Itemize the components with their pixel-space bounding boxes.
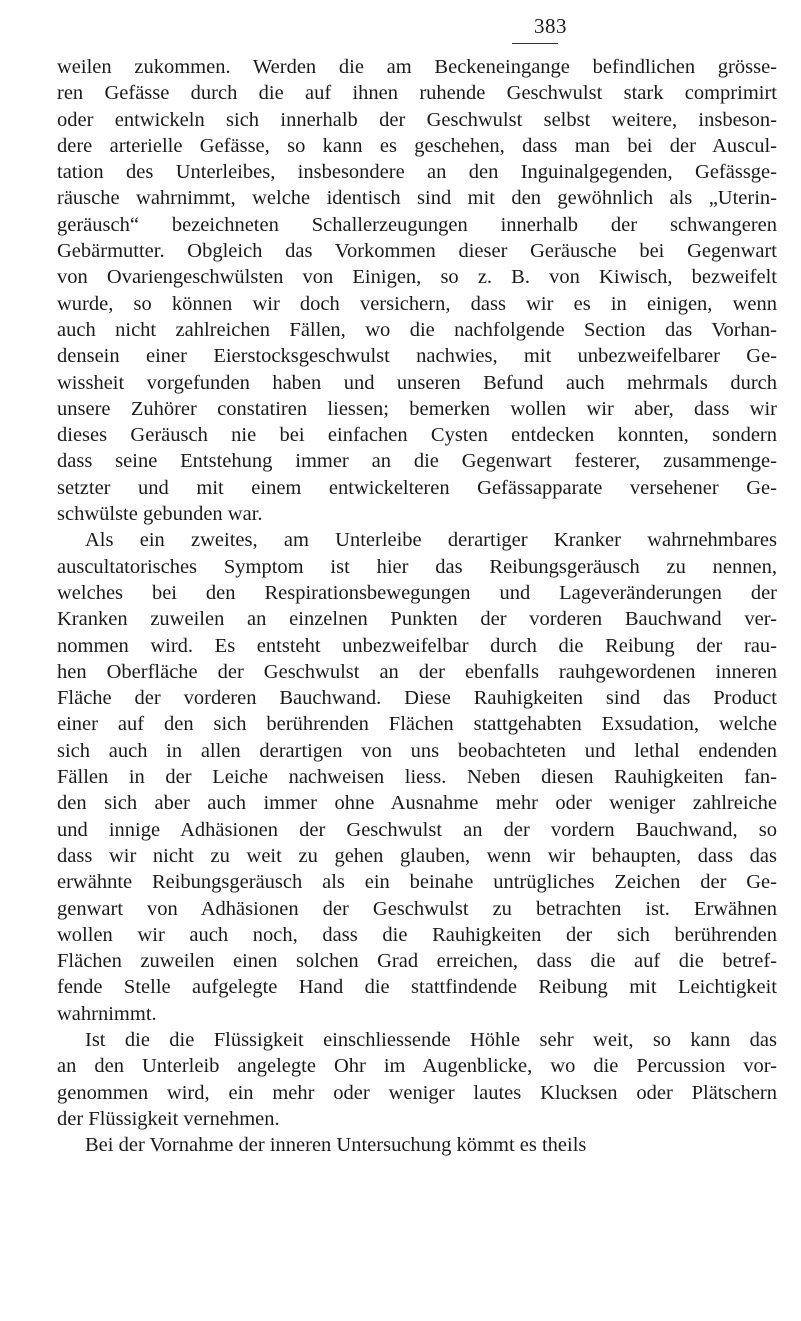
text-line: setzter und mit einem entwickelteren Gefässapparate versehener Ge- [57, 476, 777, 499]
text-line: an den Unterleib angelegte Ohr im Augenblicke, wo die Percussion vor- [57, 1055, 777, 1078]
text-line: Als ein zweites, am Unterleibe derartiger Kranker wahrnehmbares [85, 529, 777, 552]
text-line: dieses Geräusch nie bei einfachen Cysten entdecken konnten, sondern [57, 424, 777, 447]
text-line: erwähnte Reibungsgeräusch als ein beinahe untrügliches Zeichen der Ge- [57, 871, 777, 894]
text-line: densein einer Eierstocksgeschwulst nachwies, mit unbezweifelbarer Ge- [57, 345, 777, 368]
text-line: welches bei den Respirationsbewegungen und Lageveränderungen der [57, 581, 777, 604]
text-line: tation des Unterleibes, insbesondere an den Inguinalgegenden, Gefässge- [57, 161, 777, 184]
text-line: genommen wird, ein mehr oder weniger lautes Klucksen oder Plätschern [57, 1081, 777, 1104]
text-line: wollen wir auch noch, dass die Rauhigkeiten der sich berührenden [57, 923, 777, 946]
text-line: ren Gefässe durch die auf ihnen ruhende Geschwulst stark comprimirt [57, 82, 777, 105]
body-text [57, 54, 777, 1158]
text-line: Bei der Vornahme der inneren Untersuchung kömmt es theils [85, 1134, 587, 1157]
paragraph-p1 [57, 54, 777, 527]
text-line: weilen zukommen. Werden die am Beckeneingange befindlichen grösse- [57, 56, 777, 78]
text-line: einer auf den sich berührenden Flächen stattgehabten Exsudation, welche [57, 713, 777, 736]
text-line: dass seine Entstehung immer an die Gegenwart festerer, zusammenge- [57, 450, 777, 473]
text-line: Ist die die Flüssigkeit einschliessende Höhle sehr weit, so kann das [85, 1028, 777, 1051]
text-line: oder entwickeln sich innerhalb der Geschwulst selbst weitere, insbeson- [57, 108, 777, 131]
text-line: sich auch in allen derartigen von uns beobachteten und lethal endenden [57, 739, 777, 762]
text-line: den sich aber auch immer ohne Ausnahme mehr oder weniger zahlreiche [57, 792, 777, 815]
text-line: genwart von Adhäsionen der Geschwulst zu betrachten ist. Erwähnen [57, 897, 777, 920]
text-line: der Flüssigkeit vernehmen. [57, 1107, 280, 1130]
text-line: nommen wird. Es entsteht unbezweifelbar durch die Reibung der rau- [57, 634, 777, 657]
text-line: schwülste gebunden war. [57, 503, 263, 526]
text-line: dere arterielle Gefässe, so kann es geschehen, dass man bei der Auscul- [57, 134, 777, 157]
text-line: und innige Adhäsionen der Geschwulst an der vordern Bauchwand, so [57, 818, 777, 841]
text-line: räusche wahrnimmt, welche identisch sind mit den gewöhnlich als „Uterin- [57, 187, 777, 210]
text-line: hen Oberfläche der Geschwulst an der ebenfalls rauhgewordenen inneren [57, 660, 777, 683]
text-line: Flächen zuweilen einen solchen Grad erreichen, dass die auf die betref- [57, 950, 777, 973]
paragraph-p2 [57, 527, 777, 1027]
paragraph-p4 [57, 1132, 777, 1158]
page-number-rule [512, 43, 558, 44]
text-line: wurde, so können wir doch versichern, dass wir es in einigen, wenn [57, 292, 777, 315]
text-line: fende Stelle aufgelegte Hand die stattfindende Reibung mit Leichtigkeit [57, 976, 777, 999]
text-line: Fällen in der Leiche nachweisen liess. Neben diesen Rauhigkeiten fan- [57, 766, 777, 789]
page-number: 383 [534, 14, 567, 38]
text-line: dass wir nicht zu weit zu gehen glauben, wenn wir behaupten, dass das [57, 844, 777, 867]
paragraph-p3 [57, 1027, 777, 1132]
text-line: geräusch“ bezeichneten Schallerzeugungen innerhalb der schwangeren [57, 213, 777, 236]
text-line: wahrnimmt. [57, 1002, 157, 1025]
text-line: Kranken zuweilen an einzelnen Punkten der vorderen Bauchwand ver- [57, 608, 777, 631]
text-line: Gebärmutter. Obgleich das Vorkommen dieser Geräusche bei Gegenwart [57, 240, 777, 263]
text-line: wissheit vorgefunden haben und unseren Befund auch mehrmals durch [57, 371, 777, 394]
text-line: auscultatorisches Symptom ist hier das Reibungsgeräusch zu nennen, [57, 555, 777, 578]
text-line: von Ovariengeschwülsten von Einigen, so z. B. von Kiwisch, bezweifelt [57, 266, 777, 289]
text-line: auch nicht zahlreichen Fällen, wo die nachfolgende Section das Vorhan- [57, 318, 777, 341]
text-line: Fläche der vorderen Bauchwand. Diese Rauhigkeiten sind das Product [57, 687, 777, 710]
text-line: unsere Zuhörer constatiren liessen; bemerken wollen wir aber, dass wir [57, 397, 777, 420]
